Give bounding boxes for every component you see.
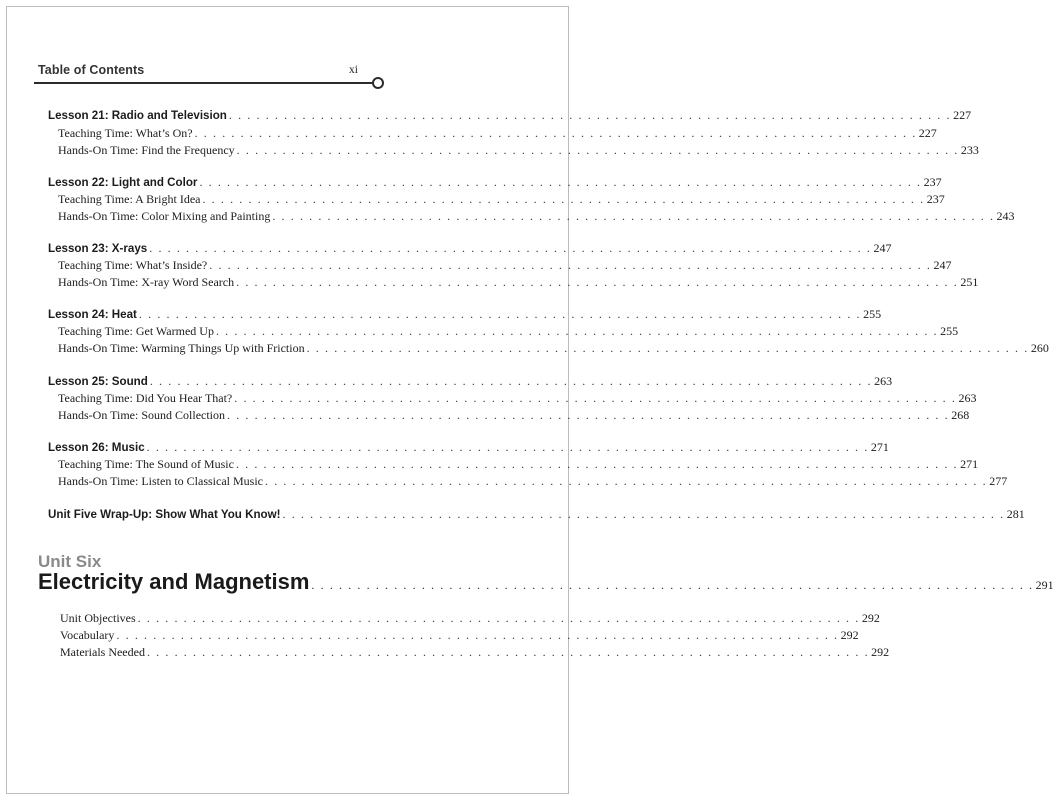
lesson-22-entry[interactable]	[48, 175, 942, 193]
dot-leader: . . . . . . . . . . . . . . . . . . . . . . . . . . . . . . . . . . . . . . . . . . . . . . . . . . . . . . . . . . . . . . . . . . . . . . . . . . . . . . .	[149, 374, 873, 388]
entry-page: 227	[918, 126, 937, 140]
lesson-25-teaching-entry[interactable]	[58, 391, 977, 409]
dot-leader: . . . . . . . . . . . . . . . . . . . . . . . . . . . . . . . . . . . . . . . . . . . . . . . . . . . . . . . . . . . . . . . . . . . . . . . . . . . . . . .	[272, 209, 995, 223]
entry-page: 263	[958, 391, 977, 405]
entry-label: Teaching Time: Did You Hear That?	[58, 391, 233, 405]
lesson-21-entry[interactable]	[48, 108, 972, 126]
entry-page: 292	[871, 645, 890, 659]
lesson-24-handson-entry[interactable]	[58, 341, 1049, 359]
dot-leader: . . . . . . . . . . . . . . . . . . . . . . . . . . . . . . . . . . . . . . . . . . . . . . . . . . . . . . . . . . . . . . . . . . . . . . . . . . . . . . .	[137, 611, 860, 625]
entry-page: 292	[861, 611, 880, 625]
dot-leader: . . . . . . . . . . . . . . . . . . . . . . . . . . . . . . . . . . . . . . . . . . . . . . . . . . . . . . . . . . . . . . . . . . . . . . . . . . . . . . .	[215, 324, 939, 338]
wrap-up-title: Unit Five Wrap-Up: Show What You Know!	[48, 508, 281, 521]
entry-label: Vocabulary	[60, 628, 115, 642]
lesson-page: 263	[874, 374, 893, 388]
dot-leader: . . . . . . . . . . . . . . . . . . . . . . . . . . . . . . . . . . . . . . . . . . . . . . . . . . . . . . . . . . . . . . . . . . . . . . . . . . . . . . .	[146, 645, 870, 659]
dot-leader: . . . . . . . . . . . . . . . . . . . . . . . . . . . . . . . . . . . . . . . . . . . . . . . . . . . . . . . . . . . . . . . . . . . . . . . . . . . . . . .	[265, 474, 988, 488]
dot-leader: . . . . . . . . . . . . . . . . . . . . . . . . . . . . . . . . . . . . . . . . . . . . . . . . . . . . . . . . . . . . . . . . . . . . . . . . . . . . . . .	[234, 391, 957, 405]
entry-page: 255	[940, 324, 959, 338]
dot-leader: . . . . . . . . . . . . . . . . . . . . . . . . . . . . . . . . . . . . . . . . . . . . . . . . . . . . . . . . . . . . . . . . . . . . . . . . . . . . . . .	[236, 275, 959, 289]
lesson-title: Lesson 23: X-rays	[48, 242, 148, 255]
lesson-title: Lesson 25: Sound	[48, 375, 148, 388]
lesson-24-entry[interactable]	[48, 307, 882, 325]
entry-label: Teaching Time: Get Warmed Up	[58, 324, 214, 338]
dot-leader: . . . . . . . . . . . . . . . . . . . . . . . . . . . . . . . . . . . . . . . . . . . . . . . . . . . . . . . . . . . . . . . . . . . . . . . . . . . . . . .	[194, 126, 917, 140]
unit-six-title: Electricity and Magnetism	[38, 569, 310, 594]
header-circle-ornament	[372, 77, 384, 89]
lesson-page: 237	[923, 175, 942, 189]
unit-five-wrap-up-entry[interactable]	[48, 507, 1025, 525]
entry-page: 243	[996, 209, 1015, 223]
lesson-23-teaching-entry[interactable]	[58, 258, 952, 276]
dot-leader: . . . . . . . . . . . . . . . . . . . . . . . . . . . . . . . . . . . . . . . . . . . . . . . . . . . . . . . . . . . . . . . . . . . . . . . . . . . . . . .	[227, 408, 950, 422]
entry-page: 277	[989, 474, 1008, 488]
entry-label: Unit Objectives	[60, 611, 136, 625]
lesson-21-teaching-entry[interactable]	[58, 126, 937, 144]
lesson-21-handson-entry[interactable]	[58, 143, 979, 161]
unit-six-title-entry[interactable]	[38, 569, 1054, 599]
entry-label: Hands-On Time: Listen to Classical Music	[58, 474, 263, 488]
entry-label: Hands-On Time: Find the Frequency	[58, 143, 235, 157]
unit-six-label: Unit Six	[38, 552, 102, 571]
dot-leader: . . . . . . . . . . . . . . . . . . . . . . . . . . . . . . . . . . . . . . . . . . . . . . . . . . . . . . . . . . . . . . . . . . . . . . . . . . . . . . .	[146, 440, 869, 454]
entry-page: 237	[926, 192, 945, 206]
entry-page: 268	[951, 408, 970, 422]
lesson-22-handson-entry[interactable]	[58, 209, 1015, 227]
header-page-number: xi	[349, 64, 358, 76]
page-header	[0, 0, 575, 100]
lesson-page: 247	[873, 241, 892, 255]
entry-label: Hands-On Time: Color Mixing and Painting	[58, 209, 271, 223]
lesson-page: 227	[953, 108, 972, 122]
entry-label: Materials Needed	[60, 645, 145, 659]
lesson-23-handson-entry[interactable]	[58, 275, 979, 293]
lesson-26-teaching-entry[interactable]	[58, 457, 979, 475]
entry-label: Hands-On Time: Warming Things Up with Friction	[58, 341, 305, 355]
dot-leader: . . . . . . . . . . . . . . . . . . . . . . . . . . . . . . . . . . . . . . . . . . . . . . . . . . . . . . . . . . . . . . . . . . . . . . . . . . . . . . .	[202, 192, 925, 206]
dot-leader: . . . . . . . . . . . . . . . . . . . . . . . . . . . . . . . . . . . . . . . . . . . . . . . . . . . . . . . . . . . . . . . . . . . . . . . . . . . . . . .	[228, 108, 952, 122]
entry-label: Hands-On Time: X-ray Word Search	[58, 275, 235, 289]
wrap-up-page: 281	[1006, 507, 1025, 521]
vocabulary-entry[interactable]	[60, 628, 859, 645]
lesson-title: Lesson 22: Light and Color	[48, 176, 198, 189]
lesson-title: Lesson 21: Radio and Television	[48, 109, 227, 122]
unit-six-page: 291	[1035, 578, 1054, 592]
dot-leader: . . . . . . . . . . . . . . . . . . . . . . . . . . . . . . . . . . . . . . . . . . . . . . . . . . . . . . . . . . . . . . . . . . . . . . . . . . . . . . .	[235, 457, 959, 471]
lesson-page: 255	[863, 307, 882, 321]
entry-page: 247	[933, 258, 952, 272]
dot-leader: . . . . . . . . . . . . . . . . . . . . . . . . . . . . . . . . . . . . . . . . . . . . . . . . . . . . . . . . . . . . . . . . . . . . . . . . . . . . . . .	[209, 258, 932, 272]
unit-objectives-entry[interactable]	[60, 611, 880, 628]
entry-label: Teaching Time: What’s On?	[58, 126, 193, 140]
lesson-26-entry[interactable]	[48, 440, 889, 458]
lesson-title: Lesson 24: Heat	[48, 308, 137, 321]
entry-label: Teaching Time: What’s Inside?	[58, 258, 208, 272]
entry-label: Teaching Time: The Sound of Music	[58, 457, 234, 471]
lesson-page: 271	[870, 440, 889, 454]
dot-leader: . . . . . . . . . . . . . . . . . . . . . . . . . . . . . . . . . . . . . . . . . . . . . . . . . . . . . . . . . . . . . . . . . . . . . . . . . . . . . . .	[306, 341, 1029, 355]
entry-label: Teaching Time: A Bright Idea	[58, 192, 201, 206]
lesson-22-teaching-entry[interactable]	[58, 192, 945, 210]
dot-leader: . . . . . . . . . . . . . . . . . . . . . . . . . . . . . . . . . . . . . . . . . . . . . . . . . . . . . . . . . . . . . . . . . . . . . . . . . . . . . . .	[116, 628, 839, 642]
dot-leader: . . . . . . . . . . . . . . . . . . . . . . . . . . . . . . . . . . . . . . . . . . . . . . . . . . . . . . . . . . . . . . . . . . . . . . . . . . . . . . .	[282, 507, 1005, 521]
header-title: Table of Contents	[38, 63, 145, 77]
header-rule	[34, 82, 374, 84]
lesson-25-entry[interactable]	[48, 374, 893, 392]
materials-needed-entry[interactable]	[60, 645, 890, 662]
dot-leader: . . . . . . . . . . . . . . . . . . . . . . . . . . . . . . . . . . . . . . . . . . . . . . . . . . . . . . . . . . . . . . . . . . . . . . . . . . . . . . .	[138, 307, 862, 321]
lesson-26-handson-entry[interactable]	[58, 474, 1008, 492]
entry-page: 233	[960, 143, 979, 157]
lesson-24-teaching-entry[interactable]	[58, 324, 959, 342]
lesson-23-entry[interactable]	[48, 241, 892, 259]
entry-page: 271	[960, 457, 979, 471]
entry-page: 260	[1030, 341, 1049, 355]
entry-page: 251	[960, 275, 979, 289]
dot-leader: . . . . . . . . . . . . . . . . . . . . . . . . . . . . . . . . . . . . . . . . . . . . . . . . . . . . . . . . . . . . . . . . . . . . . . . . . . . . . . .	[199, 175, 922, 189]
lesson-25-handson-entry[interactable]	[58, 408, 970, 426]
dot-leader: . . . . . . . . . . . . . . . . . . . . . . . . . . . . . . . . . . . . . . . . . . . . . . . . . . . . . . . . . . . . . . . . . . . . . . . . . . . . . . .	[149, 241, 872, 255]
dot-leader: . . . . . . . . . . . . . . . . . . . . . . . . . . . . . . . . . . . . . . . . . . . . . . . . . . . . . . . . . . . . . . . . . . . . . . . . . . . . . . .	[236, 143, 959, 157]
lesson-title: Lesson 26: Music	[48, 441, 145, 454]
dot-leader: . . . . . . . . . . . . . . . . . . . . . . . . . . . . . . . . . . . . . . . . . . . . . . . . . . . . . . . . . . . . . . . . . . . . . . . . . . . . . . .	[311, 578, 1034, 592]
entry-label: Hands-On Time: Sound Collection	[58, 408, 226, 422]
entry-page: 292	[840, 628, 859, 642]
